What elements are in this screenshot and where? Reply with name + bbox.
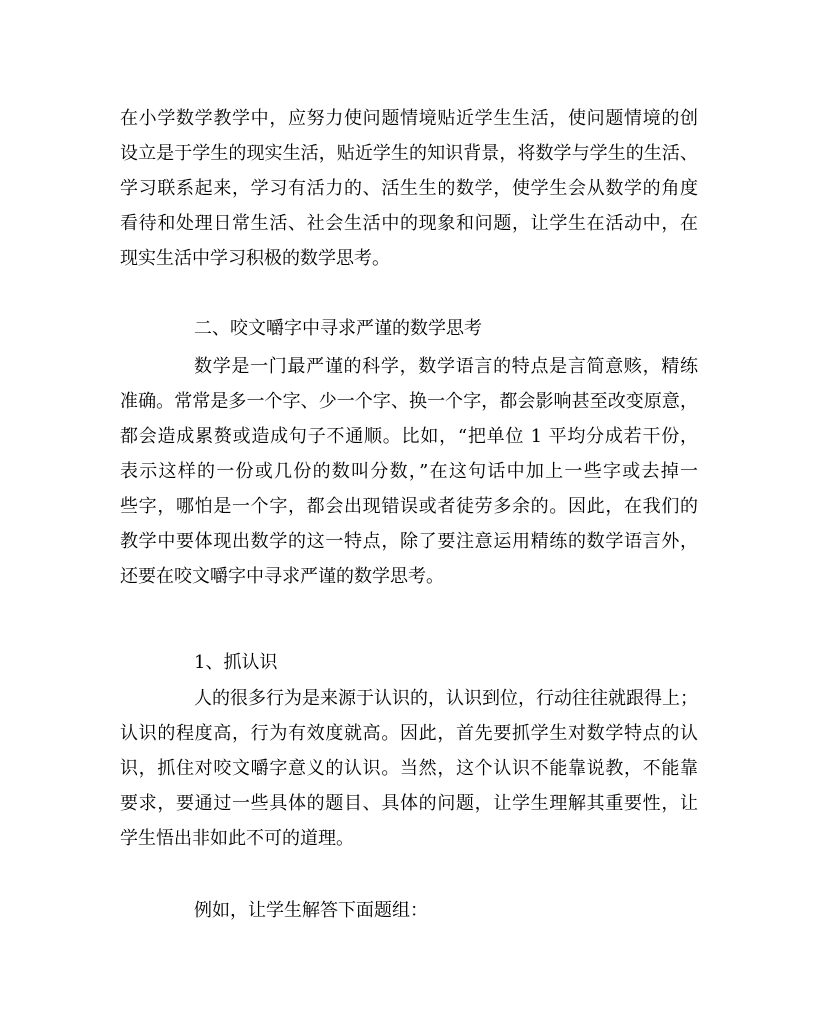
paragraph-line: 例如，让学生解答下面题组： — [194, 900, 428, 921]
paragraph-line: 准确。常常是多一个字、少一个字、换一个字，都会影响甚至改变原意， — [120, 391, 698, 412]
paragraph-line: 都会造成累赘或造成句子不通顺。比如，“把单位 1 平均分成若干份， — [120, 426, 698, 447]
paragraph-line: 表示这样的一份或几份的数叫分数，”在这句话中加上一些字或去掉一 — [120, 461, 698, 482]
paragraph-line: 在小学数学教学中，应努力使问题情境贴近学生生活，使问题情境的创 — [120, 108, 698, 129]
paragraph-line: 认识的程度高，行为有效度就高。因此，首先要抓学生对数学特点的认 — [120, 723, 698, 744]
paragraph-4 — [120, 893, 698, 928]
paragraph-line: 设立是于学生的现实生活，贴近学生的知识背景，将数学与学生的生活、 — [120, 143, 698, 164]
paragraph-3 — [120, 681, 698, 856]
paragraph-line: 教学中要体现出数学的这一特点，除了要注意运用精练的数学语言外， — [120, 531, 698, 552]
paragraph-line: 看待和处理日常生活、社会生活中的现象和问题，让学生在活动中，在 — [120, 213, 698, 234]
paragraph-1 — [120, 101, 698, 276]
paragraph-line: 识，抓住对咬文嚼字意义的认识。当然，这个认识不能靠说教，不能靠 — [120, 758, 698, 779]
paragraph-line: 要求，要通过一些具体的题目、具体的问题，让学生理解其重要性，让 — [120, 793, 698, 814]
paragraph-line: 些字，哪怕是一个字，都会出现错误或者徒劳多余的。因此，在我们的 — [120, 496, 698, 517]
paragraph-line: 人的很多行为是来源于认识的，认识到位，行动往往就跟得上； — [194, 688, 698, 709]
paragraph-line: 学生悟出非如此不可的道理。 — [120, 828, 354, 849]
paragraph-2 — [120, 349, 698, 594]
subsection-heading-text: 1、抓认识 — [194, 652, 278, 673]
section-heading-text: 二、咬文嚼字中寻求严谨的数学思考 — [194, 318, 482, 339]
paragraph-line: 现实生活中学习积极的数学思考。 — [120, 248, 390, 269]
paragraph-line: 数学是一门最严谨的科学，数学语言的特点是言简意赅，精练 — [194, 356, 698, 377]
paragraph-line: 还要在咬文嚼字中寻求严谨的数学思考。 — [120, 566, 444, 587]
subsection-heading — [120, 645, 698, 680]
section-heading — [120, 311, 698, 346]
paragraph-line: 学习联系起来，学习有活力的、活生生的数学，使学生会从数学的角度 — [120, 178, 698, 199]
